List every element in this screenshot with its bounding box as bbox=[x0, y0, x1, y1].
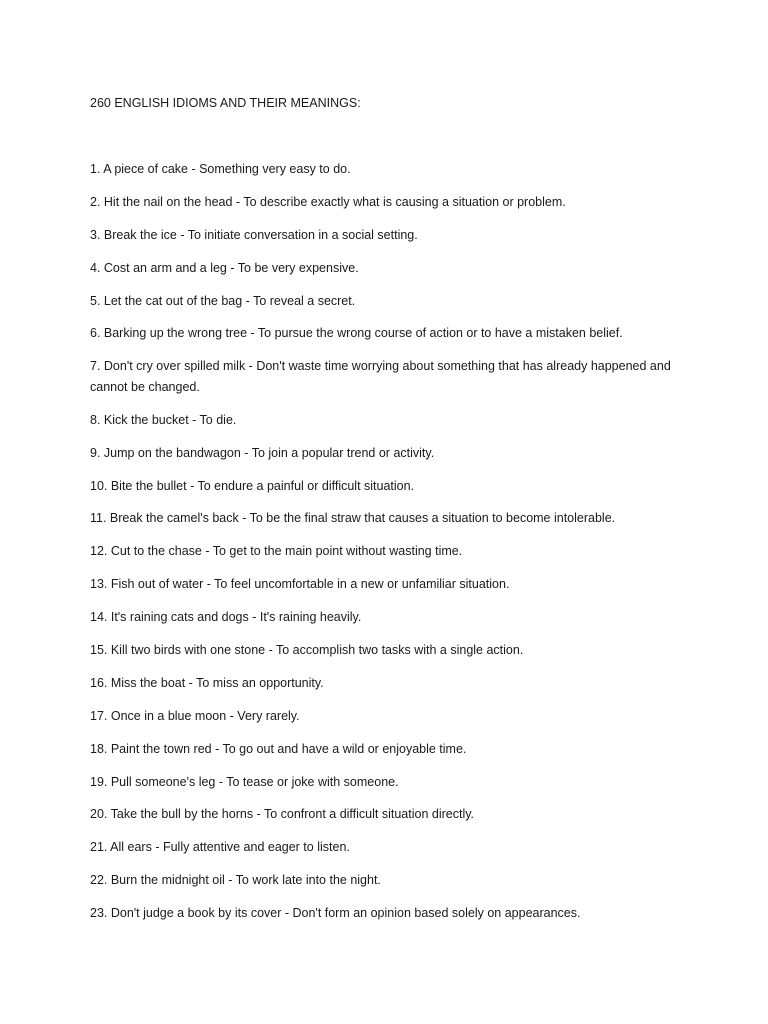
idiom-list bbox=[90, 159, 680, 936]
idiom-item: 11. Break the camel's back - To be the final straw that causes a situation to become intolerable. bbox=[90, 511, 616, 526]
idiom-item: 3. Break the ice - To initiate conversation in a social setting. bbox=[90, 227, 418, 242]
idiom-item: 8. Kick the bucket - To die. bbox=[90, 412, 237, 427]
idiom-item: 10. Bite the bullet - To endure a painful or difficult situation. bbox=[90, 478, 415, 493]
idiom-item: 12. Cut to the chase - To get to the main point without wasting time. bbox=[90, 544, 463, 559]
idiom-item: 15. Kill two birds with one stone - To accomplish two tasks with a single action. bbox=[90, 642, 524, 657]
idiom-item: 17. Once in a blue moon - Very rarely. bbox=[90, 708, 300, 723]
idiom-item: 18. Paint the town red - To go out and have a wild or enjoyable time. bbox=[90, 741, 467, 756]
idiom-item: 21. All ears - Fully attentive and eager to listen. bbox=[90, 840, 350, 855]
idiom-item: 2. Hit the nail on the head - To describe exactly what is causing a situation or problem. bbox=[90, 194, 566, 209]
idiom-item: 13. Fish out of water - To feel uncomfortable in a new or unfamiliar situation. bbox=[90, 577, 510, 592]
idiom-item: 9. Jump on the bandwagon - To join a popular trend or activity. bbox=[90, 445, 435, 460]
idiom-item: 7. Don't cry over spilled milk - Don't waste time worrying about something that has already happened and cannot be changed. bbox=[90, 359, 671, 394]
idiom-item: 1. A piece of cake - Something very easy to do. bbox=[90, 162, 351, 176]
idiom-item: 23. Don't judge a book by its cover - Don't form an opinion based solely on appearances. bbox=[90, 906, 581, 921]
idiom-item: 19. Pull someone's leg - To tease or joke with someone. bbox=[90, 774, 399, 789]
idiom-item: 16. Miss the boat - To miss an opportunity. bbox=[90, 675, 324, 690]
idiom-item: 4. Cost an arm and a leg - To be very expensive. bbox=[90, 260, 359, 275]
idiom-item: 20. Take the bull by the horns - To confront a difficult situation directly. bbox=[90, 807, 475, 822]
document-title: 260 ENGLISH IDIOMS AND THEIR MEANINGS: bbox=[90, 96, 361, 110]
idiom-item: 5. Let the cat out of the bag - To reveal a secret. bbox=[90, 293, 356, 308]
idiom-item: 6. Barking up the wrong tree - To pursue the wrong course of action or to have a mistaken belief. bbox=[90, 326, 623, 341]
idiom-item: 14. It's raining cats and dogs - It's raining heavily. bbox=[90, 610, 362, 625]
idiom-item: 22. Burn the midnight oil - To work late into the night. bbox=[90, 873, 381, 888]
